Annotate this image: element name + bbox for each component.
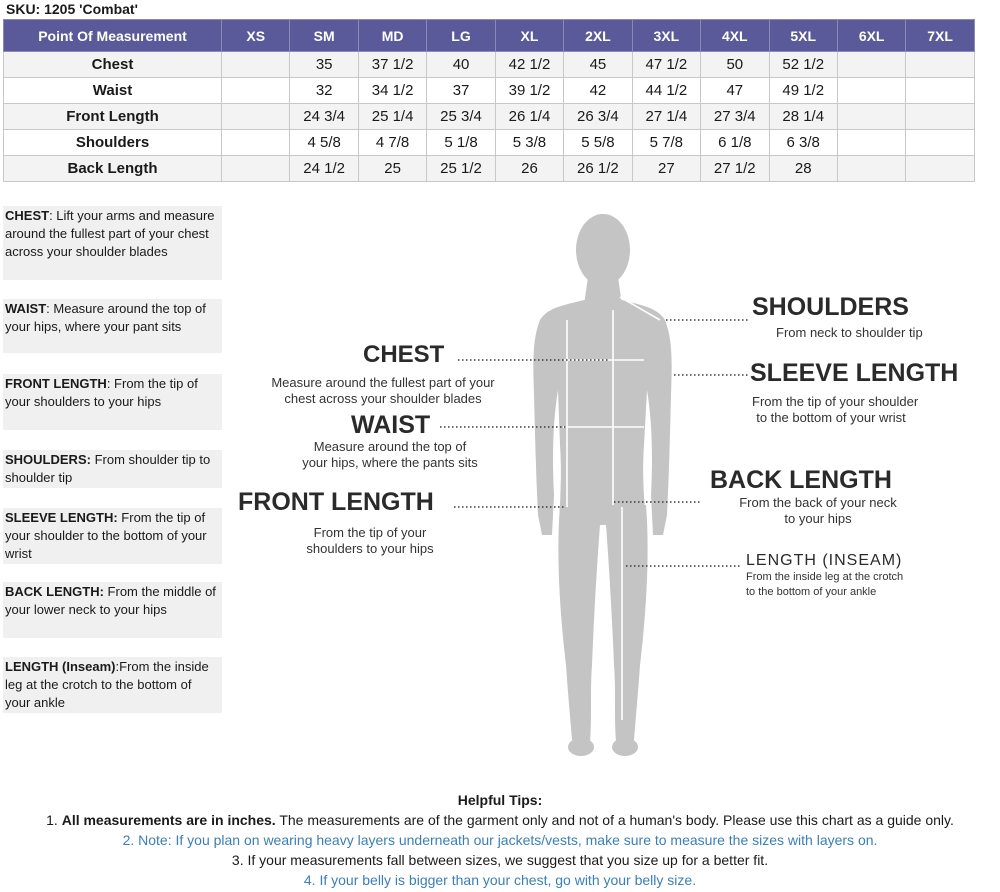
size-chart-table: [3, 19, 975, 182]
table-cell: 4 5/8: [290, 130, 358, 156]
table-cell: 37: [427, 78, 495, 104]
definition-front-length: FRONT LENGTH: From the tip of your shoulders to your hips: [3, 374, 222, 430]
table-cell: 25 1/2: [427, 156, 495, 182]
table-cell: 5 3/8: [495, 130, 563, 156]
table-cell: 50: [701, 52, 769, 78]
header-cell: 5XL: [769, 20, 837, 52]
sleeve-length-label: SLEEVE LENGTH: [750, 359, 959, 387]
table-cell: 34 1/2: [358, 78, 426, 104]
tip-3: 3. If your measurements fall between sizes, we suggest that you size up for a better fit.: [231, 852, 769, 868]
helpful-tips: [0, 790, 1000, 890]
table-cell: 4 7/8: [358, 130, 426, 156]
definition-sleeve-length: SLEEVE LENGTH: From the tip of your shoulder to the bottom of your wrist: [3, 508, 222, 564]
chest-desc: Measure around the fullest part of your chest across your shoulder blades: [271, 375, 495, 406]
table-row: [4, 104, 975, 130]
table-cell: [906, 156, 974, 182]
table-cell: 35: [290, 52, 358, 78]
table-cell: 24 3/4: [290, 104, 358, 130]
table-cell: 25: [358, 156, 426, 182]
table-cell: 25 3/4: [427, 104, 495, 130]
inseam-desc: From the inside leg at the crotch to the bottom of your ankle: [746, 571, 904, 598]
header-cell: LG: [427, 20, 495, 52]
table-cell: [222, 104, 290, 130]
table-cell: [222, 130, 290, 156]
header-cell: 4XL: [701, 20, 769, 52]
table-cell: 52 1/2: [769, 52, 837, 78]
table-cell: 45: [564, 52, 632, 78]
table-cell: [906, 78, 974, 104]
front-length-desc: From the tip of your shoulders to your hips: [306, 525, 434, 556]
table-cell: 25 1/4: [358, 104, 426, 130]
tip-4: 4. If your belly is bigger than your chest, go with your belly size.: [303, 872, 697, 888]
header-cell: 2XL: [564, 20, 632, 52]
table-cell: 47 1/2: [632, 52, 700, 78]
measurement-figure: [230, 195, 1000, 775]
definition-shoulders: SHOULDERS: From shoulder tip to shoulder tip: [3, 450, 222, 488]
table-cell: [906, 104, 974, 130]
table-header-row: [4, 20, 975, 52]
table-cell: 26 1/4: [495, 104, 563, 130]
shoulders-desc: From neck to shoulder tip: [776, 325, 923, 340]
header-cell: 6XL: [837, 20, 905, 52]
definition-chest: CHEST: Lift your arms and measure around the fullest part of your chest across your shoulder blades: [3, 206, 222, 280]
table-cell: [222, 78, 290, 104]
table-cell: 37 1/2: [358, 52, 426, 78]
header-cell: 7XL: [906, 20, 974, 52]
table-cell: 27 3/4: [701, 104, 769, 130]
table-cell: [222, 52, 290, 78]
row-label: Waist: [4, 78, 222, 104]
back-length-desc: From the back of your neck to your hips: [739, 495, 897, 526]
table-cell: 27: [632, 156, 700, 182]
table-cell: 5 5/8: [564, 130, 632, 156]
tips-title: Helpful Tips:: [457, 792, 543, 808]
tip-1: 1. All measurements are in inches. The measurements are of the garment only and not of a human's body. Please use this chart as a guide only.: [46, 812, 954, 828]
table-cell: 49 1/2: [769, 78, 837, 104]
table-cell: [837, 52, 905, 78]
table-cell: 28 1/4: [769, 104, 837, 130]
tip-2: 2. Note: If you plan on wearing heavy layers underneath our jackets/vests, make sure to measure the sizes with layers on.: [122, 832, 878, 848]
table-cell: [222, 156, 290, 182]
row-label: Back Length: [4, 156, 222, 182]
table-cell: 39 1/2: [495, 78, 563, 104]
table-cell: 42: [564, 78, 632, 104]
table-cell: 27 1/2: [701, 156, 769, 182]
header-cell: 3XL: [632, 20, 700, 52]
header-cell: XS: [222, 20, 290, 52]
chest-label: CHEST: [363, 341, 445, 368]
definition-inseam: LENGTH (Inseam):From the inside leg at the crotch to the bottom of your ankle: [3, 657, 222, 713]
table-cell: 28: [769, 156, 837, 182]
table-cell: 27 1/4: [632, 104, 700, 130]
table-cell: 24 1/2: [290, 156, 358, 182]
shoulders-label: SHOULDERS: [752, 293, 909, 321]
header-cell: MD: [358, 20, 426, 52]
table-cell: 32: [290, 78, 358, 104]
table-cell: 44 1/2: [632, 78, 700, 104]
definition-waist: WAIST: Measure around the top of your hips, where your pant sits: [3, 299, 222, 353]
table-cell: [837, 156, 905, 182]
header-cell: SM: [290, 20, 358, 52]
definition-back-length: BACK LENGTH: From the middle of your lower neck to your hips: [3, 582, 222, 638]
table-cell: 26 1/2: [564, 156, 632, 182]
table-cell: 6 1/8: [701, 130, 769, 156]
table-row: [4, 52, 975, 78]
sleeve-length-desc: From the tip of your shoulder to the bottom of your wrist: [752, 394, 919, 425]
waist-desc: Measure around the top of your hips, where the pants sits: [302, 439, 478, 470]
table-row: [4, 130, 975, 156]
table-cell: 6 3/8: [769, 130, 837, 156]
front-length-label: FRONT LENGTH: [238, 488, 434, 516]
inseam-label: LENGTH (INSEAM): [746, 552, 903, 569]
table-row: [4, 78, 975, 104]
row-label: Chest: [4, 52, 222, 78]
waist-label: WAIST: [351, 411, 431, 439]
table-cell: [837, 78, 905, 104]
table-cell: 5 1/8: [427, 130, 495, 156]
table-cell: 42 1/2: [495, 52, 563, 78]
back-length-label: BACK LENGTH: [710, 466, 892, 494]
table-cell: [906, 52, 974, 78]
table-cell: 26: [495, 156, 563, 182]
table-cell: [837, 104, 905, 130]
row-label: Shoulders: [4, 130, 222, 156]
header-cell: Point Of Measurement: [4, 20, 222, 52]
sku-title: SKU: 1205 'Combat': [6, 1, 138, 17]
table-cell: [906, 130, 974, 156]
table-cell: 26 3/4: [564, 104, 632, 130]
table-cell: 47: [701, 78, 769, 104]
table-cell: 40: [427, 52, 495, 78]
table-cell: 5 7/8: [632, 130, 700, 156]
row-label: Front Length: [4, 104, 222, 130]
table-row: [4, 156, 975, 182]
header-cell: XL: [495, 20, 563, 52]
table-cell: [837, 130, 905, 156]
